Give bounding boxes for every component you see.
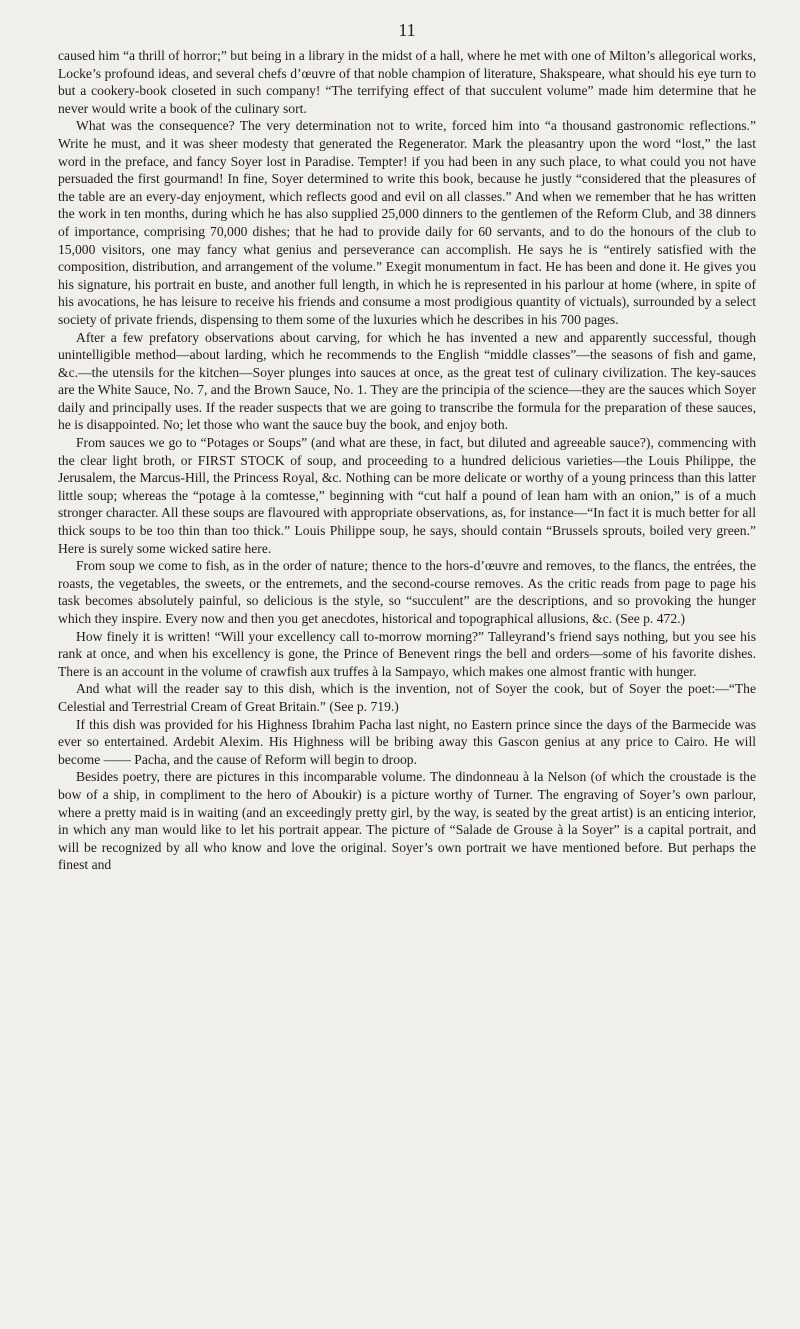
paragraph-7: And what will the reader say to this dish, which is the invention, not of Soyer the cook, but of Soyer the poet:—“The Celestial and Terrestrial Cream of Great Britain.” (See p. 719.): [58, 681, 756, 714]
page-number: 11: [398, 20, 416, 40]
paragraph-5: From soup we come to fish, as in the order of nature; thence to the hors-d’œuvre and removes, to the flancs, the entrées, the roasts, the vegetables, the sweets, or the entremets, and the second-course removes. As the critic reads from page to page his task becomes absolutely painful, so delicious is the style, so “succulent” are the descriptions, and so provoking the hunger which they inspire. Every now and then you get anecdotes, historical and topographical allusions, &c. (See p. 472.): [58, 558, 756, 626]
paragraph-2: What was the consequence? The very determination not to write, forced him into “a thousand gastronomic reflections.” Write he must, and it was sheer modesty that generated the Regenerator. Mark the pleasantry upon the word “lost,” the last word in the preface, and fancy Soyer lost in Paradise. Tempter! if you had been in any such place, to what could you not have persuaded the first gourmand! In fine, Soyer determined to write this book, because he justly “considered that the pleasures of the table are an every-day enjoyment, which reflects good and evil on all classes.” And when we remember that he has written the work in ten months, during which he has also supplied 25,000 dinners to the gentlemen of the Reform Club, and 38 dinners of importance, comprising 70,000 dishes; that he had to provide daily for 60 servants, and to do the honours of the club to 15,000 visitors, one may fancy what genius and perseverance can accomplish. He says he is “entirely satisfied with the composition, distribution, and arrangement of the volume.” Exegit monumentum in fact. He has been and done it. He gives you his signature, his portrait en buste, and another full length, in which he is represented in his parlour at home (where, in spite of his avocations, he has leisure to receive his friends and consume a most prodigious quantity of victuals), surrounded by a select society of private friends, dispensing to them some of the luxuries which he describes in his 700 pages.: [58, 118, 756, 327]
paragraph-1: caused him “a thrill of horror;” but being in a library in the midst of a hall, where he met with one of Milton’s allegorical works, Locke’s profound ideas, and several chefs d’œuvre of that noble champion of literature, Shakspeare, what should his eye turn to but a cookery-book closeted in such company! “The terrifying effect of that succulent volume” made him determine that he never would write a book of the culinary sort.: [58, 48, 756, 116]
paragraph-4: From sauces we go to “Potages or Soups” (and what are these, in fact, but diluted and agreeable sauce?), commencing with the clear light broth, or FIRST STOCK of soup, and proceeding to a hundred delicious varieties—the Louis Philippe, the Jerusalem, the Marcus-Hill, the Princess Royal, &c. Nothing can be more delicate or worthy of a young princess than this latter little soup; whereas the “potage à la comtesse,” beginning with “cut half a pound of lean ham with an onion,” is of a much stronger character. All these soups are flavoured with appropriate observations, as, for instance—“In fact it is much better for all thick soups to be too thin than too thick.” Louis Philippe soup, he says, should contain “Brussels sprouts, boiled very green.” Here is surely some wicked satire here.: [58, 435, 756, 556]
paragraph-9: Besides poetry, there are pictures in this incomparable volume. The dindonneau à la Nelson (of which the croustade is the bow of a ship, in compliment to the hero of Aboukir) is a picture worthy of Turner. The engraving of Soyer’s own parlour, where a pretty maid is in waiting (and an exceedingly pretty girl, by the way, is seated by the great artist) is an enticing interior, in which any man would like to let his portrait appear. The picture of “Salade de Grouse à la Soyer” is a capital portrait, and will be recognized by all who know and love the original. Soyer’s own portrait we have mentioned before. But perhaps the finest and: [58, 769, 756, 873]
paragraph-3: After a few prefatory observations about carving, for which he has invented a new and apparently successful, though unintelligible method—about larding, which he recommends to the English “middle classes”—the seasons of fish and game, &c.—the utensils for the kitchen—Soyer plunges into sauces at once, as the great test of culinary civilization. The key-sauces are the White Sauce, No. 7, and the Brown Sauce, No. 1. They are the principia of the science—they are the sauces which Soyer daily and principally uses. If the reader suspects that we are going to transcribe the formula for the preparation of these sauces, he is disappointed. No; let those who want the sauce buy the book, and enjoy both.: [58, 329, 756, 433]
paragraph-8: If this dish was provided for his Highness Ibrahim Pacha last night, no Eastern prince since the days of the Barmecide was ever so entertained. Ardebit Alexim. His Highness will be bribing away this Gascon genius at any price to Cairo. He will become —— Pacha, and the cause of Reform will begin to droop.: [58, 716, 756, 767]
paragraph-6: How finely it is written! “Will your excellency call to-morrow morning?” Talleyrand’s friend says nothing, but you see his rank at once, and when his excellency is gone, the Prince of Benevent rings the bell and orders—some of his favorite dishes. There is an account in the volume of crawfish aux truffes à la Sampayo, which makes one almost frantic with hunger.: [58, 628, 756, 679]
